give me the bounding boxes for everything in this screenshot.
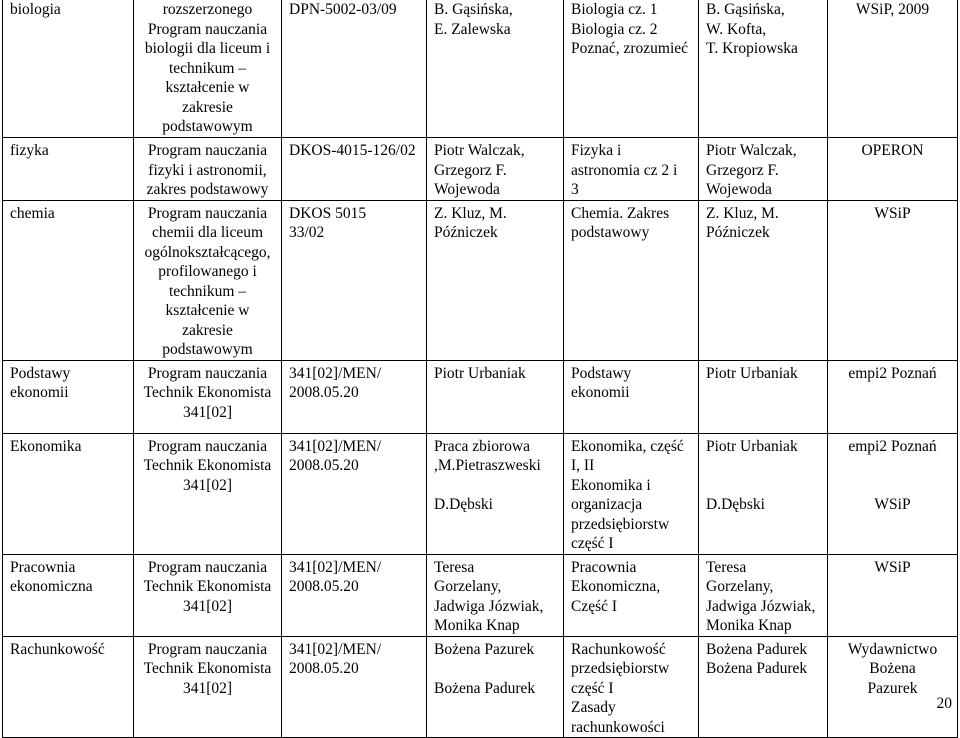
- publisher-cell: WSiP: [828, 200, 958, 360]
- textbook-authors-cell: Bożena Padurek Bożena Padurek: [699, 636, 828, 738]
- program-cell: Program nauczania fizyki i astronomii, zakres podstawowy: [134, 138, 282, 201]
- textbook-cell: Fizyka i astronomia cz 2 i 3: [564, 138, 699, 201]
- program-cell: Program nauczania Technik Ekonomista 341[02]: [134, 554, 282, 636]
- table-row: [3, 200, 958, 360]
- textbook-cell: Ekonomika, część I, II Ekonomika i organizacja przedsiębiorstw część I: [564, 433, 699, 554]
- page-number: 20: [936, 695, 952, 712]
- program-cell: Program nauczania Technik Ekonomista 341[02]: [134, 433, 282, 554]
- textbook-cell: Rachunkowość przedsiębiorstw część I Zasady rachunkowości: [564, 636, 699, 738]
- textbook-cell: Chemia. Zakres podstawowy: [564, 200, 699, 360]
- textbook-authors-cell: Teresa Gorzelany, Jadwiga Józwiak, Monika Knap: [699, 554, 828, 636]
- program-number-cell: 341[02]/MEN/ 2008.05.20: [282, 433, 427, 554]
- table-row: [3, 0, 958, 138]
- program-cell: Program nauczania Technik Ekonomista 341[02]: [134, 360, 282, 433]
- table-row: [3, 360, 958, 433]
- program-authors-cell: Piotr Walczak, Grzegorz F. Wojewoda: [427, 138, 564, 201]
- program-cell: Program nauczania Technik Ekonomista 341[02]: [134, 636, 282, 738]
- textbook-authors-cell: Piotr Urbaniak D.Dębski: [699, 433, 828, 554]
- publisher-cell: empi2 Poznań WSiP: [828, 433, 958, 554]
- publisher-cell: empi2 Poznań: [828, 360, 958, 433]
- table-row: [3, 636, 958, 738]
- program-authors-cell: Piotr Urbaniak: [427, 360, 564, 433]
- subject-cell: Podstawy ekonomii: [3, 360, 134, 433]
- program-cell: Program nauczania chemii dla liceum ogólnokształcącego, profilowanego i technikum – kształcenie w zakresie podstawowym: [134, 200, 282, 360]
- publisher-cell: WSiP, 2009: [828, 0, 958, 138]
- subject-cell: Pracownia ekonomiczna: [3, 554, 134, 636]
- table-row: [3, 433, 958, 554]
- program-number-cell: 341[02]/MEN/ 2008.05.20: [282, 636, 427, 738]
- table-row: [3, 138, 958, 201]
- program-authors-cell: Z. Kluz, M. Późniczek: [427, 200, 564, 360]
- program-number-cell: 341[02]/MEN/ 2008.05.20: [282, 360, 427, 433]
- program-number-cell: 341[02]/MEN/ 2008.05.20: [282, 554, 427, 636]
- textbook-authors-cell: B. Gąsińska, W. Kofta, T. Kropiowska: [699, 0, 828, 138]
- table-row: [3, 554, 958, 636]
- textbook-authors-cell: Piotr Walczak, Grzegorz F. Wojewoda: [699, 138, 828, 201]
- textbook-cell: Biologia cz. 1 Biologia cz. 2 Poznać, zrozumieć: [564, 0, 699, 138]
- textbook-cell: Podstawy ekonomii: [564, 360, 699, 433]
- subject-cell: Rachunkowość: [3, 636, 134, 738]
- subject-cell: biologia: [3, 0, 134, 138]
- program-number-cell: DKOS 5015 33/02: [282, 200, 427, 360]
- subject-cell: Ekonomika: [3, 433, 134, 554]
- program-authors-cell: Teresa Gorzelany, Jadwiga Józwiak, Monika Knap: [427, 554, 564, 636]
- program-authors-cell: Praca zbiorowa ,M.Pietraszweski D.Dębski: [427, 433, 564, 554]
- program-number-cell: DPN-5002-03/09: [282, 0, 427, 138]
- textbook-cell: Pracownia Ekonomiczna, Część I: [564, 554, 699, 636]
- program-authors-cell: B. Gąsińska, E. Zalewska: [427, 0, 564, 138]
- textbook-authors-cell: Piotr Urbaniak: [699, 360, 828, 433]
- program-cell: rozszerzonego Program nauczania biologii dla liceum i technikum – kształcenie w zakresie podstawowym: [134, 0, 282, 138]
- publisher-cell: WSiP: [828, 554, 958, 636]
- publisher-cell: OPERON: [828, 138, 958, 201]
- textbook-authors-cell: Z. Kluz, M. Późniczek: [699, 200, 828, 360]
- curriculum-table: [2, 0, 958, 738]
- subject-cell: fizyka: [3, 138, 134, 201]
- publisher-cell: Wydawnictwo Bożena Pazurek: [828, 636, 958, 738]
- program-number-cell: DKOS-4015-126/02: [282, 138, 427, 201]
- program-authors-cell: Bożena Pazurek Bożena Padurek: [427, 636, 564, 738]
- subject-cell: chemia: [3, 200, 134, 360]
